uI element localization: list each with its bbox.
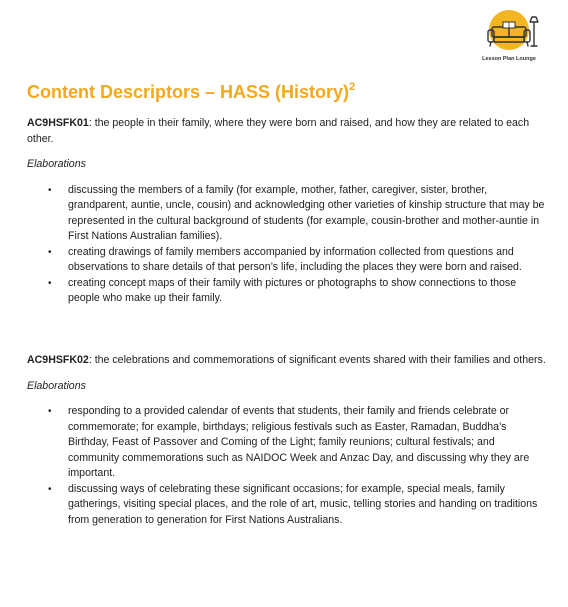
list-item (27, 482, 547, 529)
couch-icon (474, 10, 544, 56)
content-descriptor-section (27, 116, 547, 307)
bullet-icon: • (48, 246, 52, 258)
descriptor-code: AC9HSFK02 (27, 354, 89, 366)
descriptor-text: : the celebrations and commemorations of significant events shared with their families and others. (88, 354, 546, 366)
page-title-text: Content Descriptors – HASS (History) (27, 82, 350, 102)
elaborations-list (27, 404, 547, 528)
list-item-text: creating concept maps of their family with pictures or photographs to show connections to those people who make up their family. (68, 276, 517, 304)
page-title (27, 82, 355, 103)
list-item-text: responding to a provided calendar of events that students, their family and friends celebrate or commemorate; for example, birthdays; religious festivals such as Easter, Ramadan, Buddha’s Birthday, Feast of Passover and Coming of the Light; family reunions; cultural festivals; and community commemorations such as NAIDOC Week and Anzac Day, and discussing why they are important. (68, 405, 530, 479)
list-item (27, 183, 547, 245)
descriptor-text: : the people in their family, where they were born and raised, and how they are related to each other. (27, 117, 530, 145)
elaborations-list (27, 183, 547, 307)
bullet-icon: • (48, 483, 52, 495)
descriptor-paragraph (27, 116, 547, 147)
list-item (27, 245, 547, 276)
logo-text: Lesson Plan Lounge (482, 56, 536, 62)
descriptor-code: AC9HSFK01 (27, 117, 89, 129)
elaborations-label: Elaborations (27, 379, 86, 392)
bullet-icon: • (48, 406, 52, 417)
list-item-text: creating drawings of family members accompanied by information collected from questions and observations to share details of that person’s life, including the places they were born and raised. (68, 245, 522, 273)
list-item-text: discussing the members of a family (for example, mother, father, caregiver, sister, brother, grandparent, auntie, uncle, cousin) and acknowledging other varieties of kinship structure that may be represented in the cultural background of students (for example, cousin-brother and mother-auntie in First Nations Australian families). (68, 183, 545, 242)
list-item (27, 276, 547, 307)
list-item-text: discussing ways of celebrating these significant occasions; for example, special meals, family gatherings, visiting special places, and the role of art, music, telling stories and handing on traditions from generation to generation for First Nations Australians. (68, 482, 538, 526)
descriptor-paragraph (27, 353, 547, 369)
list-item (27, 404, 547, 482)
footnote-marker: 2 (349, 81, 356, 93)
elaborations-label: Elaborations (27, 158, 86, 170)
content-descriptor-section (27, 353, 547, 528)
lesson-plan-lounge-logo (474, 10, 544, 64)
bullet-icon: • (48, 277, 52, 289)
bullet-icon: • (48, 184, 52, 196)
